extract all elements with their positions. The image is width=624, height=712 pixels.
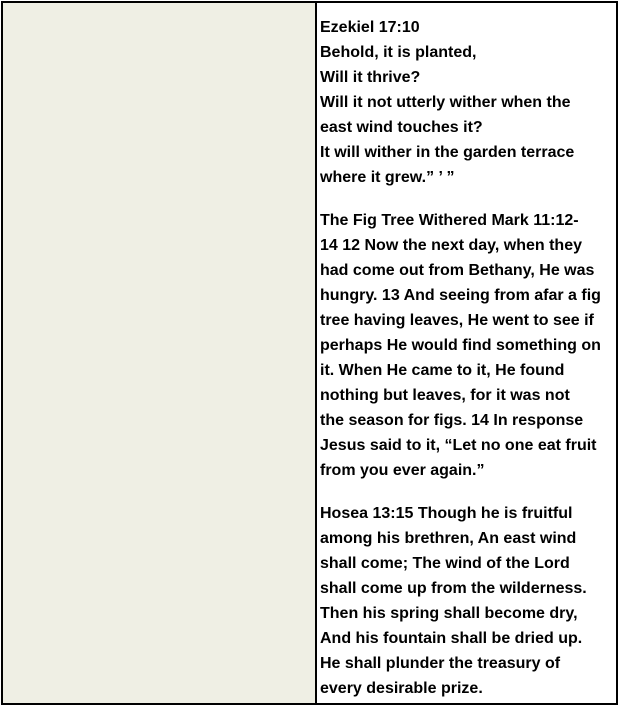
- passage-line: nothing but leaves, for it was not: [320, 387, 570, 404]
- passage-line: He shall plunder the treasury of: [320, 655, 561, 672]
- passage-line: shall come; The wind of the Lord: [320, 555, 570, 572]
- paragraph-spacer: [320, 190, 612, 208]
- paragraph-spacer: [320, 483, 612, 501]
- document-table: [1, 1, 618, 705]
- passage-line: Will it thrive?: [320, 69, 421, 86]
- scripture-cell: [317, 3, 616, 703]
- passage-line: perhaps He would find something on: [320, 337, 601, 354]
- passage-line: Jesus said to it, “Let no one eat fruit: [320, 437, 597, 454]
- passage-line: where it grew.” ’ ”: [320, 169, 455, 186]
- passage-line: Hosea 13:15 Though he is fruitful: [320, 505, 573, 522]
- passage-line: And his fountain shall be dried up.: [320, 630, 583, 647]
- passage-line: from you ever again.”: [320, 462, 485, 479]
- passage-line: had come out from Bethany, He was: [320, 262, 595, 279]
- mark-passage: [320, 208, 612, 483]
- ezekiel-passage: [320, 15, 612, 190]
- empty-left-cell: [3, 3, 317, 703]
- passage-line: Behold, it is planted,: [320, 44, 477, 61]
- passage-line: hungry. 13 And seeing from afar a fig: [320, 287, 601, 304]
- passage-line: east wind touches it?: [320, 119, 483, 136]
- passage-line: shall come up from the wilderness.: [320, 580, 587, 597]
- passage-line: among his brethren, An east wind: [320, 530, 577, 547]
- passage-line: The Fig Tree Withered Mark 11:12-: [320, 212, 579, 229]
- passage-line: the season for figs. 14 In response: [320, 412, 584, 429]
- passage-line: Will it not utterly wither when the: [320, 94, 571, 111]
- passage-line: Ezekiel 17:10: [320, 19, 420, 36]
- passage-line: tree having leaves, He went to see if: [320, 312, 594, 329]
- passage-line: it. When He came to it, He found: [320, 362, 565, 379]
- passage-line: Then his spring shall become dry,: [320, 605, 578, 622]
- passage-line: It will wither in the garden terrace: [320, 144, 575, 161]
- passage-line: every desirable prize.: [320, 680, 483, 697]
- hosea-passage: [320, 501, 612, 701]
- passage-line: 14 12 Now the next day, when they: [320, 237, 582, 254]
